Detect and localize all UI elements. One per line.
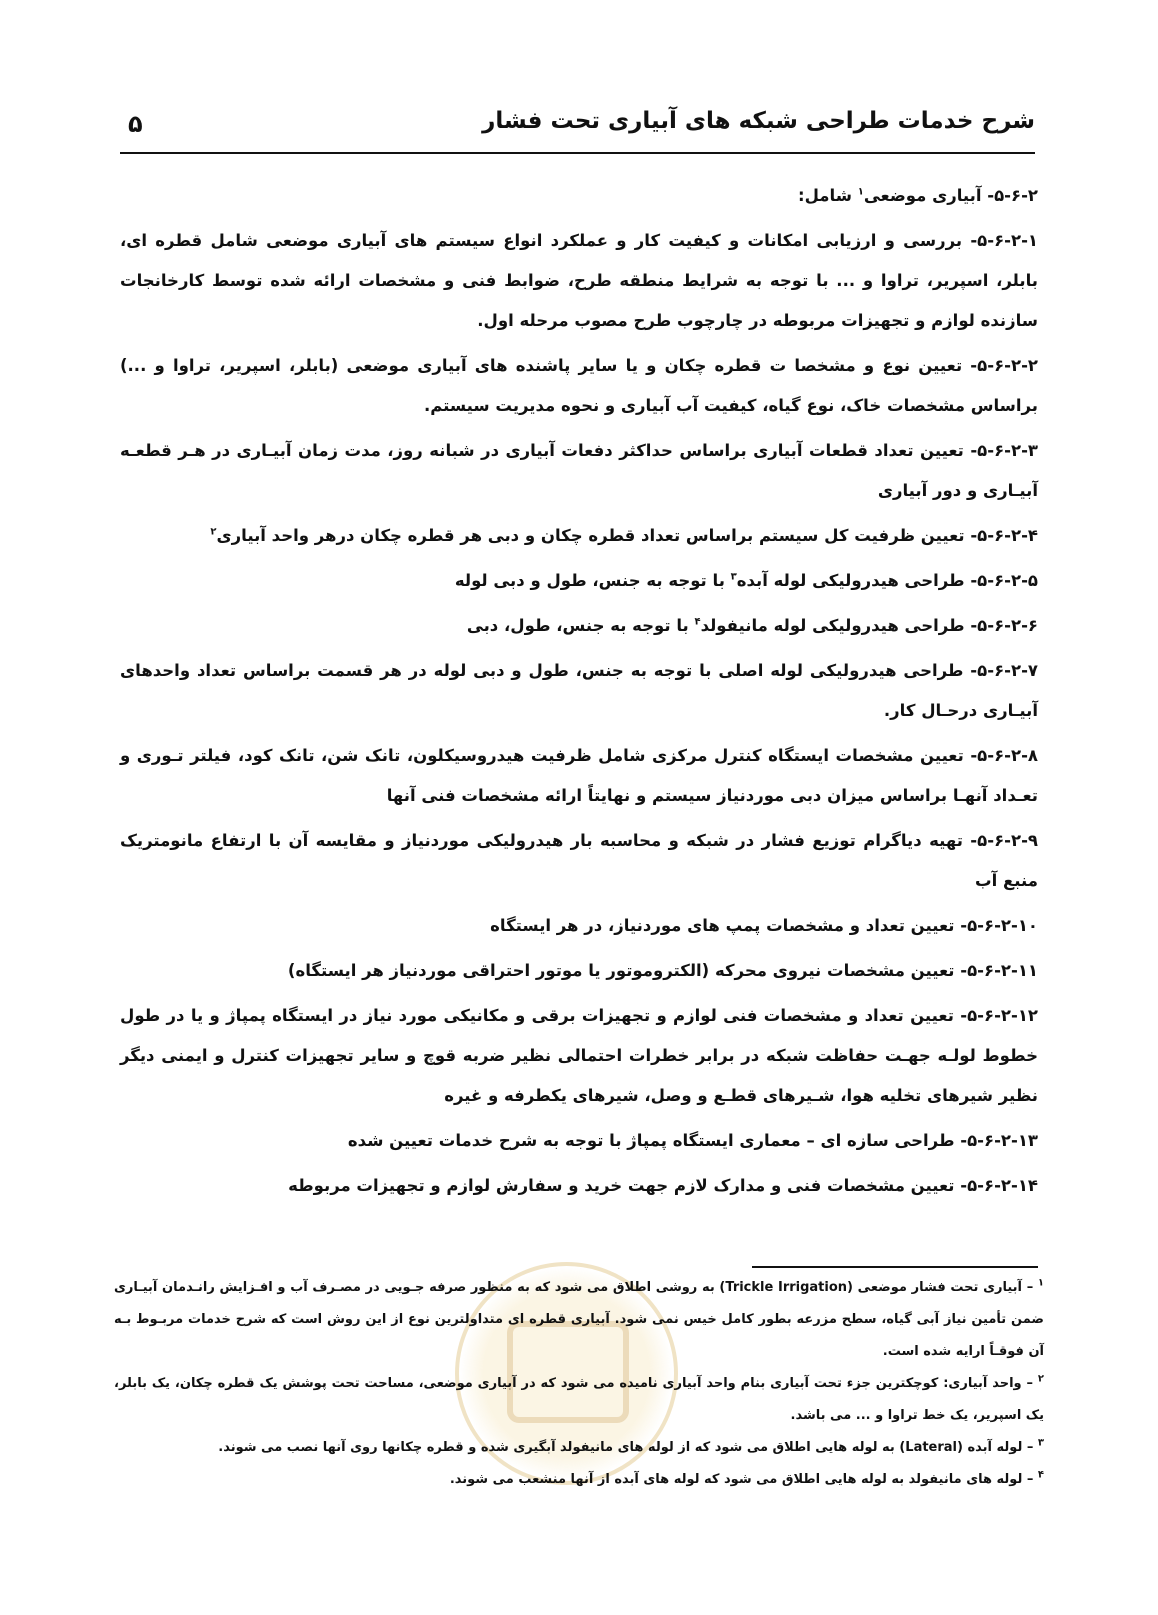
list-item: ۵-۶-۲-۱- بررسی و ارزیابی امکانات و کیفیت کار و عملکرد انواع سیستم های آبیاری موضعی شامل قطره ای، بابلر، اسپریر، تراوا و ... با توجه به شرایط منطقه طرح، ضوابط فنی و مشخصات ارائه شده توسط کارخانجات سازنده لوازم و تجهیزات مربوطه در چارچوب طرح مصوب مرحله اول.: [120, 231, 1038, 330]
list-item: ۵-۶-۲-۲- تعیین نوع و مشخصا ت قطره چکان و یا سایر پاشنده های آبیاری موضعی (بابلر، اسپریر، تراوا و ...) براساس مشخصات خاک، نوع گیاه، کیفیت آب آبیاری و نحوه مدیریت سیستم.: [120, 356, 1038, 415]
footnote-number: ۱: [1037, 1277, 1044, 1289]
item-text: ۵-۶-۲-۴- تعیین ظرفیت کل سیستم براساس تعداد قطره چکان و دبی هر قطره چکان درهر واحد آبیاری: [216, 526, 1038, 545]
list-item: ۵-۶-۲-۱۲- تعیین تعداد و مشخصات فنی لوازم و تجهیزات برقی و مکانیکی مورد نیاز در ایستگاه پمپاژ و یا در طول خطوط لولـه جهـت حفاظت شبکه در برابر خطرات احتمالی نظیر ضربه قوچ و سایر تجهیزات کنترل و ایمنی دیگر نظیر شیرهای تخلیه هوا، شـیرهای قطـع و وصل، شیرهای یکطرفه و غیره: [120, 1006, 1038, 1105]
list-item: ۵-۶-۲-۱۰- تعیین تعداد و مشخصات پمپ های موردنیاز، در هر ایستگاه: [490, 916, 1038, 935]
list-item: [120, 606, 1038, 646]
footnote-text: – واحد آبیاری: کوچکترین جزء تحت آبیاری بنام واحد آبیاری نامیده می شود که در آبیاری موضعی، مساحت تحت پوشش یک قطره چکان، یک بابلر، یک اسپریر، یک خط تراوا و ... می باشد.: [114, 1376, 1044, 1423]
footnote-number: ۲: [1037, 1373, 1044, 1385]
item-text-suffix: شامل:: [797, 186, 858, 205]
header-title: شرح خدمات طراحی شبکه های آبیاری تحت فشار: [482, 108, 1035, 134]
footnote: [114, 1272, 1044, 1368]
list-item: ۵-۶-۲-۹- تهیه دیاگرام توزیع فشار در شبکه و محاسبه بار هیدرولیکی موردنیاز و مقایسه آن با ارتفاع مانومتریک منبع آب: [120, 831, 1038, 890]
footnote-ref: ۳: [730, 571, 737, 583]
page-header: [120, 100, 1035, 154]
item-text: ۵-۶-۲- آبیاری موضعی: [863, 186, 1038, 205]
footnote-ref: ۱: [857, 186, 864, 198]
list-item: [120, 516, 1038, 556]
footnote-text: – لوله آبده (Lateral) به لوله هایی اطلاق می شود که از لوله های مانیفولد آبگیری شده و قطره چکانها روی آنها نصب می شوند.: [218, 1440, 1038, 1455]
list-item: [120, 561, 1038, 601]
footnote-number: ۴: [1037, 1469, 1044, 1481]
footnote: [114, 1464, 1044, 1496]
item-text-suffix: با توجه به جنس، طول و دبی لوله: [454, 571, 731, 590]
document-body: [120, 176, 1038, 1211]
footnote-text: – لوله های مانیفولد به لوله هایی اطلاق می شود که لوله های آبده از آنها منشعب می شوند.: [449, 1472, 1038, 1487]
list-item: ۵-۶-۲-۳- تعیین تعداد قطعات آبیاری براساس حداکثر دفعات آبیاری در شبانه روز، مدت زمان آبیـاری در هـر قطعـه آبیـاری و دور آبیاری: [120, 441, 1038, 500]
footnote-text: – آبیاری تحت فشار موضعی (Trickle Irrigation) به روشی اطلاق می شود که به منظور صرفه جـویی در مصـرف آب و افـزایش رانـدمان آبیـاری ضمن تأمین نیاز آبی گیاه، سطح مزرعه بطور کامل خیس نمی شود. آبیاری قطره ای متداولترین نوع از این روش است که شرح خدمات مربـوط بـه آن فوقـاً ارایه شده است.: [114, 1280, 1044, 1359]
list-item: ۵-۶-۲-۸- تعیین مشخصات ایستگاه کنترل مرکزی شامل ظرفیت هیدروسیکلون، تانک شن، تانک کود، فیلتر تـوری و تعـداد آنهـا براساس میزان دبی موردنیاز سیستم و نهایتاً ارائه مشخصات فنی آنها: [120, 746, 1038, 805]
item-text: ۵-۶-۲-۶- طراحی هیدرولیکی لوله مانیفولد: [700, 616, 1038, 635]
list-item: ۵-۶-۲-۱۱- تعیین مشخصات نیروی محرکه (الکتروموتور یا موتور احتراقی موردنیاز هر ایستگاه): [287, 961, 1038, 980]
footnote: [114, 1368, 1044, 1432]
list-item: ۵-۶-۲-۷- طراحی هیدرولیکی لوله اصلی با توجه به جنس، طول و دبی لوله در هر قسمت براساس تعداد واحدهای آبیـاری درحـال کار.: [120, 661, 1038, 720]
list-item: ۵-۶-۲-۱۳- طراحی سازه ای – معماری ایستگاه پمپاژ با توجه به شرح خدمات تعیین شده: [347, 1131, 1038, 1150]
list-item: ۵-۶-۲-۱۴- تعیین مشخصات فنی و مدارک لازم جهت خرید و سفارش لوازم و تجهیزات مربوطه: [288, 1176, 1038, 1195]
footnote-number: ۳: [1037, 1437, 1044, 1449]
footnote-divider: [752, 1266, 1038, 1268]
item-text-suffix: با توجه به جنس، طول، دبی: [466, 616, 695, 635]
footnote-ref: ۲: [210, 526, 217, 538]
footnote: [114, 1432, 1044, 1464]
section-heading: [120, 176, 1038, 216]
footnotes: [114, 1272, 1044, 1496]
page-number: ۵: [128, 110, 143, 138]
footnote-ref: ۴: [694, 616, 701, 628]
item-text: ۵-۶-۲-۵- طراحی هیدرولیکی لوله آبده: [736, 571, 1038, 590]
